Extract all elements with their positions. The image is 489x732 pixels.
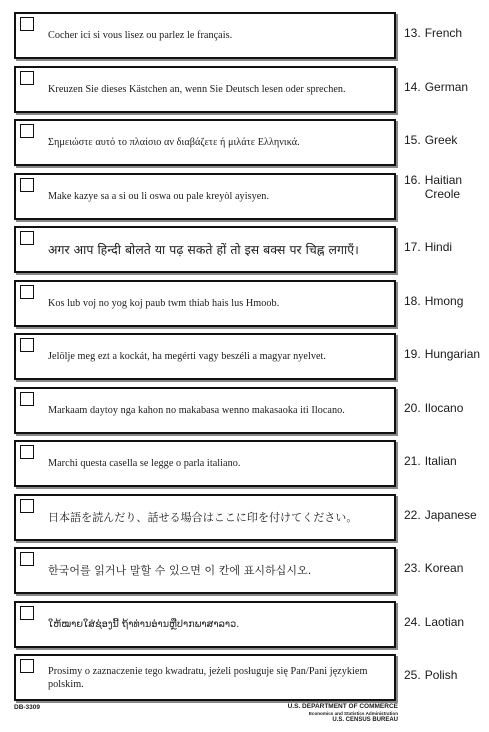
language-name: Haitian Creole bbox=[424, 172, 463, 201]
language-number: 24. bbox=[404, 614, 421, 629]
language-label bbox=[404, 492, 477, 538]
language-number: 17. bbox=[404, 240, 421, 254]
language-name: Ilocano bbox=[424, 400, 464, 415]
language-row bbox=[0, 545, 489, 599]
agency-administration: Economics and Statistics Administration bbox=[308, 711, 398, 716]
language-name: Hindi bbox=[424, 240, 453, 254]
language-row bbox=[0, 385, 489, 439]
language-number: 14. bbox=[404, 79, 421, 94]
language-box bbox=[14, 601, 396, 648]
language-row bbox=[0, 64, 489, 118]
language-name: Greek bbox=[424, 133, 458, 147]
language-number: 23. bbox=[404, 561, 421, 575]
language-number: 22. bbox=[404, 507, 421, 522]
language-instruction: Make kazye sa a si ou li oswa ou pale kreyòl ayisyen. bbox=[48, 190, 270, 202]
language-name: Hmong bbox=[424, 293, 464, 308]
language-label bbox=[404, 117, 457, 163]
language-label bbox=[404, 331, 480, 377]
language-box bbox=[14, 654, 396, 701]
language-checkbox[interactable] bbox=[20, 17, 34, 31]
language-instruction: Prosimy o zaznaczenie tego kwadratu, jeżeli posługuje się Pan/Pani językiem polskim. bbox=[48, 665, 368, 690]
language-row bbox=[0, 171, 489, 225]
language-label bbox=[404, 64, 468, 110]
language-row bbox=[0, 10, 489, 64]
language-name: Hungarian bbox=[424, 347, 481, 361]
language-number: 20. bbox=[404, 400, 421, 415]
language-number: 15. bbox=[404, 133, 421, 147]
language-row bbox=[0, 117, 489, 171]
language-label bbox=[404, 545, 463, 591]
language-label bbox=[404, 438, 457, 484]
language-label bbox=[404, 385, 463, 431]
language-row bbox=[0, 331, 489, 385]
language-instruction: Σημειώστε αυτό το πλαίσιο αν διαβάζετε ή μιλάτε Ελληνικά. bbox=[48, 137, 300, 148]
language-row bbox=[0, 652, 489, 706]
language-name: Laotian bbox=[424, 614, 465, 629]
language-number: 18. bbox=[404, 293, 421, 308]
language-box bbox=[14, 547, 396, 594]
form-id: DB-3309 bbox=[14, 704, 41, 711]
language-checkbox[interactable] bbox=[20, 338, 34, 352]
form-footer bbox=[0, 700, 489, 732]
language-row bbox=[0, 224, 489, 278]
language-instruction: Kreuzen Sie dieses Kästchen an, wenn Sie Deutsch lesen oder sprechen. bbox=[48, 83, 346, 95]
language-instruction: Cocher ici si vous lisez ou parlez le français. bbox=[48, 30, 233, 41]
language-label bbox=[404, 652, 457, 698]
language-instruction: Marchi questa casella se legge o parla italiano. bbox=[48, 458, 241, 469]
language-row bbox=[0, 492, 489, 546]
language-checkbox[interactable] bbox=[20, 606, 34, 620]
language-checkbox[interactable] bbox=[20, 71, 34, 85]
language-name: Italian bbox=[424, 454, 457, 468]
language-name: Korean bbox=[424, 561, 464, 575]
language-box bbox=[14, 12, 396, 59]
language-label bbox=[404, 10, 462, 56]
language-name: German bbox=[424, 79, 469, 94]
language-checkbox[interactable] bbox=[20, 445, 34, 459]
language-instruction: Kos lub voj no yog koj paub twm thiab hais lus Hmoob. bbox=[48, 297, 280, 309]
language-checkbox[interactable] bbox=[20, 285, 34, 299]
language-name: Japanese bbox=[424, 507, 477, 522]
language-box bbox=[14, 66, 396, 113]
language-checkbox[interactable] bbox=[20, 659, 34, 673]
language-box bbox=[14, 494, 396, 541]
language-number: 21. bbox=[404, 454, 421, 468]
language-label bbox=[404, 599, 464, 645]
language-checkbox[interactable] bbox=[20, 124, 34, 138]
language-box bbox=[14, 226, 396, 273]
language-instruction: अगर आप हिन्दी बोलते या पढ़ सकते हों तो इस बक्स पर चिह्न लगाएँ। bbox=[48, 242, 359, 257]
language-checkbox[interactable] bbox=[20, 499, 34, 513]
language-box bbox=[14, 333, 396, 380]
language-number: 13. bbox=[404, 26, 421, 40]
language-checkbox[interactable] bbox=[20, 231, 34, 245]
agency-block bbox=[288, 703, 398, 724]
language-instruction: Markaam daytoy nga kahon no makabasa wenno makasaoka iti Ilocano. bbox=[48, 404, 345, 416]
language-instruction: ໃຫ້ໝາຍໃສ່ຊ່ອງນີ້ ຖ້າທ່ານອ່ານຫຼືປາກພາສາລາວ. bbox=[48, 618, 240, 630]
language-box bbox=[14, 173, 396, 220]
language-label bbox=[404, 278, 463, 324]
language-box bbox=[14, 119, 396, 166]
language-box bbox=[14, 387, 396, 434]
language-instruction: Jelölje meg ezt a kockát, ha megérti vagy beszéli a magyar nyelvet. bbox=[48, 351, 327, 362]
language-number: 16. bbox=[404, 172, 421, 187]
language-checkbox[interactable] bbox=[20, 392, 34, 406]
language-instruction: 日本語を読んだり、話せる場合はここに印を付けてください。 bbox=[48, 510, 358, 524]
language-checkbox[interactable] bbox=[20, 552, 34, 566]
language-box bbox=[14, 280, 396, 327]
language-instruction: 한국어를 읽거나 말할 수 있으면 이 칸에 표시하십시오. bbox=[48, 564, 312, 577]
agency-bureau: U.S. CENSUS BUREAU bbox=[332, 717, 398, 723]
language-row bbox=[0, 438, 489, 492]
language-number: 19. bbox=[404, 347, 421, 361]
language-checkbox[interactable] bbox=[20, 178, 34, 192]
language-name: French bbox=[424, 26, 463, 40]
language-label bbox=[404, 173, 474, 219]
language-label bbox=[404, 224, 452, 270]
language-row bbox=[0, 278, 489, 332]
agency-department: U.S. DEPARTMENT OF COMMERCE bbox=[287, 703, 398, 710]
language-name: Polish bbox=[424, 668, 458, 682]
language-box bbox=[14, 440, 396, 487]
language-row bbox=[0, 599, 489, 653]
language-number: 25. bbox=[404, 668, 421, 682]
